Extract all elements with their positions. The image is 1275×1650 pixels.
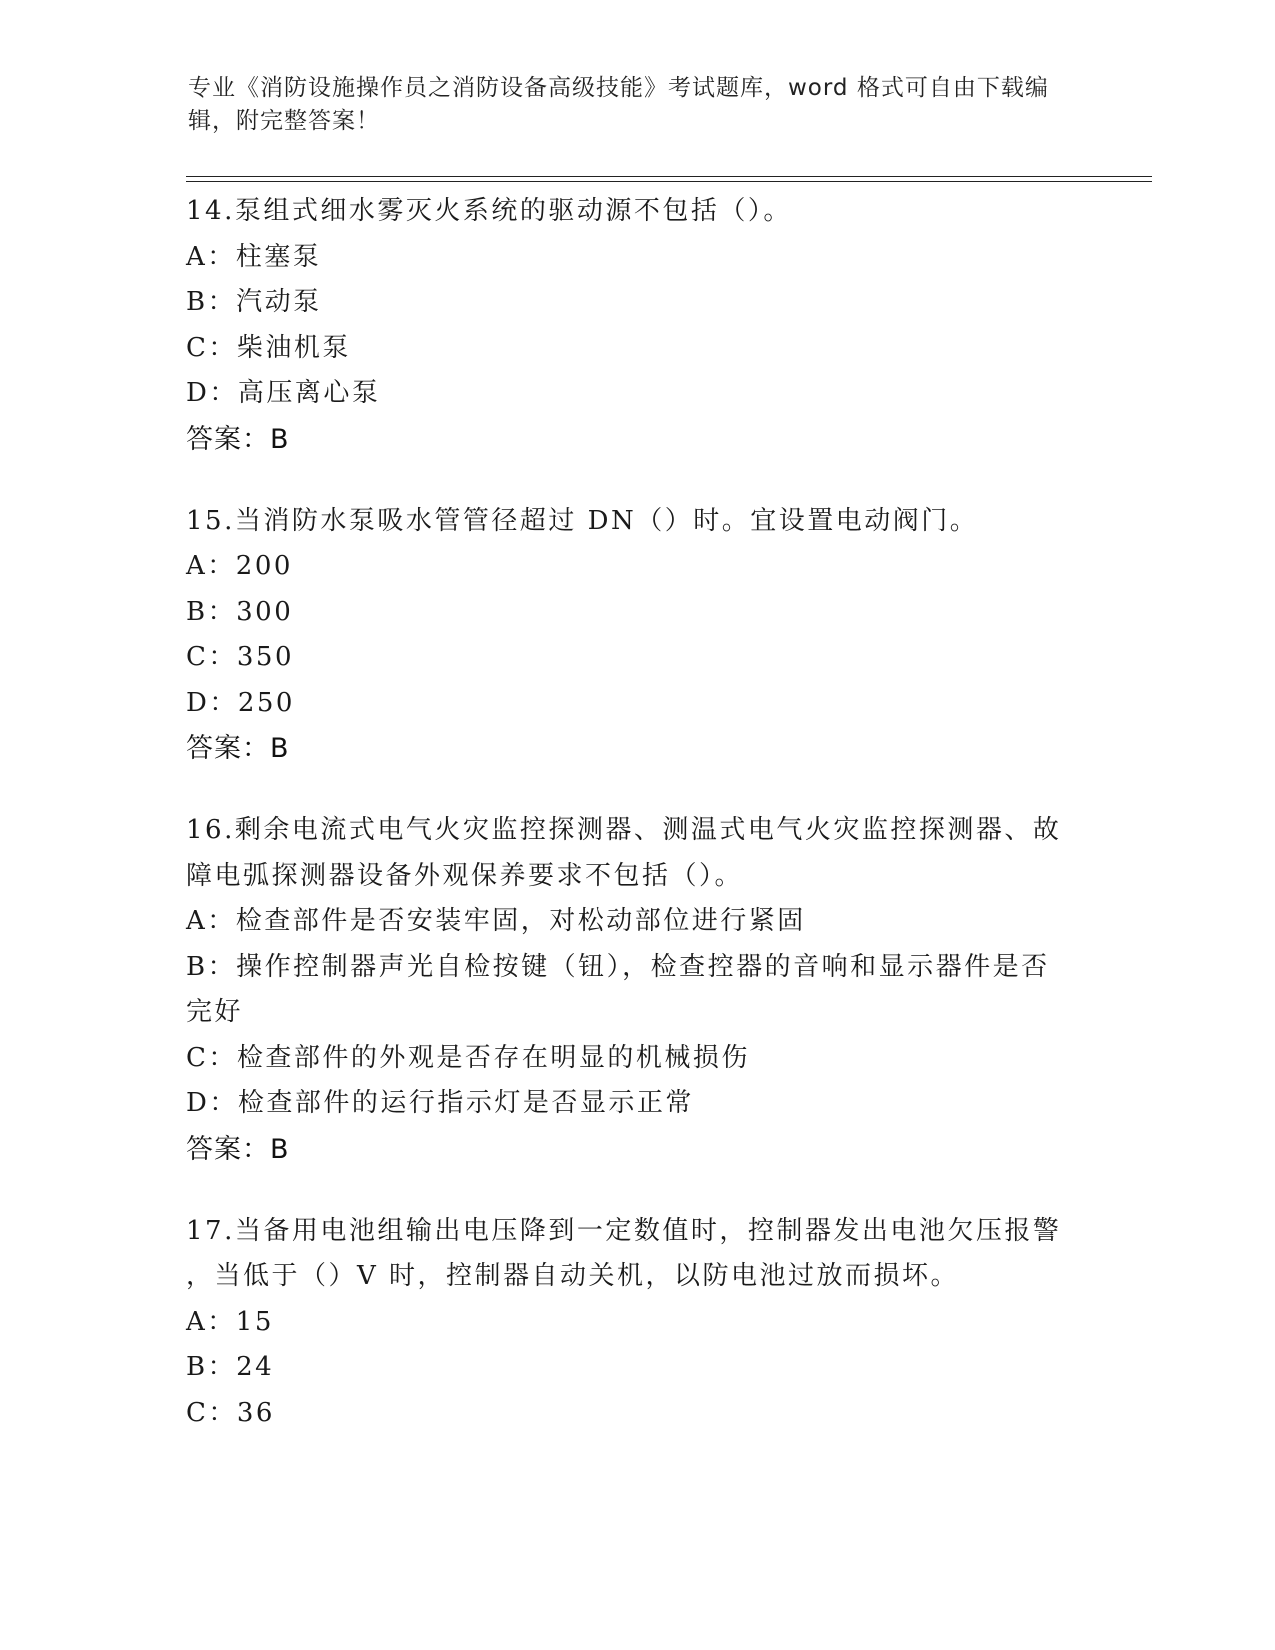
answer-option [186, 635, 1086, 681]
question-block [186, 1209, 1086, 1437]
option-text: C：350 [186, 642, 295, 672]
question-block [186, 808, 1086, 1172]
answer-option [186, 899, 1086, 945]
answer-key: 答案：B [186, 1133, 290, 1165]
option-text: C：36 [186, 1397, 275, 1428]
option-text: D：检查部件的运行指示灯是否显示正常 [186, 1088, 694, 1118]
option-text: C：检查部件的外观是否存在明显的机械损伤 [186, 1042, 750, 1073]
question-list [186, 189, 1086, 1473]
question-block [186, 499, 1086, 772]
option-text: B：24 [186, 1352, 275, 1382]
header-line: 辑，附完整答案！ [188, 108, 380, 134]
option-text: B：汽动泵 [186, 287, 322, 317]
option-text: A：检查部件是否安装牢固，对松动部位进行紧固 [186, 906, 806, 936]
answer-option [186, 590, 1086, 636]
answer-key: 答案：B [186, 733, 290, 764]
answer-option [186, 1345, 1086, 1391]
question-stem: 障电弧探测器设备外观保养要求不包括（）。 [186, 860, 744, 891]
answer-option [186, 1036, 1086, 1082]
answer-option [186, 681, 1086, 727]
document-header [188, 72, 1068, 138]
question-stem: 17.当备用电池组输出电压降到一定数值时，控制器发出电池欠压报警 [186, 1215, 1062, 1246]
option-text: A：15 [186, 1306, 274, 1337]
question-block [186, 189, 1086, 462]
answer-option [186, 235, 1086, 281]
option-text: A：200 [186, 551, 293, 581]
option-text: D：250 [186, 687, 295, 718]
answer-option [186, 1300, 1086, 1346]
option-text: C：柴油机泵 [186, 332, 351, 363]
header-divider-top [186, 176, 1152, 177]
header-line: 专业《消防设施操作员之消防设备高级技能》考试题库，word 格式可自由下载编 [188, 75, 1049, 101]
answer-option [186, 1081, 1086, 1127]
answer-key: 答案：B [186, 423, 290, 455]
question-stem: 14.泵组式细水雾灭火系统的驱动源不包括（）。 [186, 196, 792, 226]
option-text: D：高压离心泵 [186, 378, 381, 408]
option-text: A：柱塞泵 [186, 241, 322, 272]
question-stem: 16.剩余电流式电气火灾监控探测器、测温式电气火灾监控探测器、故 [186, 815, 1062, 845]
option-text: B：300 [186, 596, 294, 627]
answer-option [186, 1391, 1086, 1437]
answer-option [186, 544, 1086, 590]
answer-option [186, 280, 1086, 326]
question-stem: ，当低于（）V 时，控制器自动关机，以防电池过放而损坏。 [186, 1261, 960, 1291]
header-divider-bottom [186, 181, 1152, 182]
option-text: B：操作控制器声光自检按键（钮），检查控器的音响和显示器件是否 [186, 951, 1050, 982]
answer-option [186, 371, 1086, 417]
question-stem: 15.当消防水泵吸水管管径超过 DN（）时。宜设置电动阀门。 [186, 505, 979, 536]
option-text: 完好 [186, 997, 244, 1027]
answer-option [186, 326, 1086, 372]
answer-option [186, 945, 1086, 1036]
